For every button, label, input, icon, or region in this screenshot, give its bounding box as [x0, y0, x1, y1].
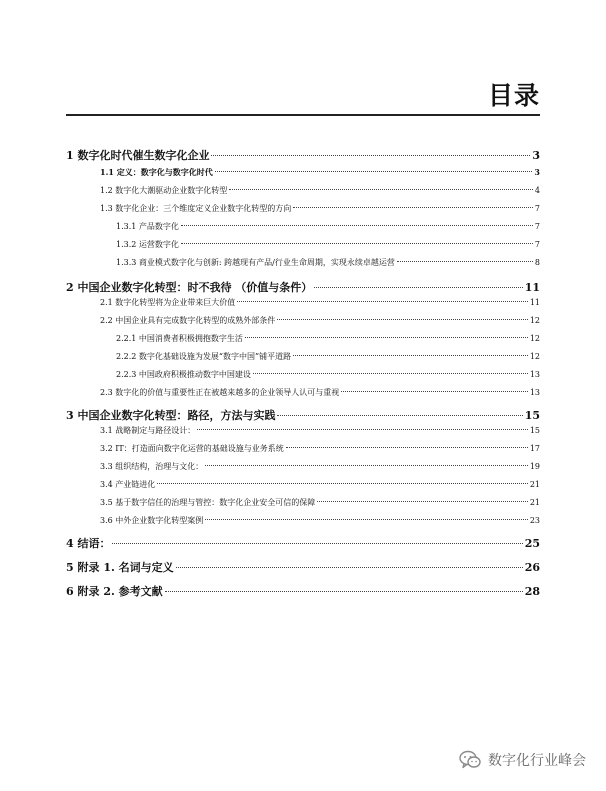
toc-entry[interactable] [66, 369, 540, 380]
toc-entry-label: 2.1 数字化转型将为企业带来巨大价值 [100, 298, 236, 307]
toc-entry[interactable] [66, 461, 540, 472]
toc-entry-page: 28 [524, 585, 540, 598]
toc-leader-dots [197, 429, 528, 430]
toc-entry-page: 3 [534, 167, 540, 177]
toc-leader-dots [293, 207, 533, 208]
toc-entry-page: 17 [529, 444, 540, 453]
toc-leader-dots [181, 225, 533, 226]
toc-entry-label: 3 中国企业数字化转型：路径，方法与实践 [66, 409, 276, 422]
toc-entry-page: 3 [532, 149, 540, 162]
toc-entry-label: 1.3.2 运营数字化 [116, 240, 179, 249]
toc-entry-label: 3.3 组织结构，治理与文化： [100, 462, 204, 471]
toc-entry[interactable] [66, 203, 540, 214]
toc-entry-page: 7 [534, 240, 540, 249]
toc-entry[interactable] [66, 147, 540, 163]
toc-entry-page: 11 [529, 298, 540, 307]
toc-leader-dots [205, 519, 528, 520]
toc-entry-page: 11 [524, 281, 540, 294]
toc-entry[interactable] [66, 387, 540, 398]
toc-leader-dots [215, 171, 533, 172]
toc-leader-dots [286, 447, 528, 448]
toc-leader-dots [341, 391, 528, 392]
toc-entry-page: 21 [529, 480, 540, 489]
toc-leader-dots [165, 591, 523, 592]
toc-entry[interactable] [66, 515, 540, 526]
toc-entry-page: 12 [529, 316, 540, 325]
toc-entry-label: 3.1 战略制定与路径设计： [100, 426, 196, 435]
toc-entry[interactable] [66, 535, 540, 551]
toc-leader-dots [176, 567, 523, 568]
toc-leader-dots [293, 355, 528, 356]
toc-leader-dots [397, 261, 533, 262]
toc-entry-label: 2 中国企业数字化转型：时不我待 （价值与条件） [66, 281, 313, 294]
toc-entry-page: 7 [534, 204, 540, 213]
toc-entry[interactable] [66, 425, 540, 436]
toc-entry-label: 5 附录 1. 名词与定义 [66, 561, 174, 574]
wechat-icon [458, 749, 482, 771]
toc-entry-page: 26 [524, 561, 540, 574]
toc-entry[interactable] [66, 315, 540, 326]
toc-entry[interactable] [66, 333, 540, 344]
title-rule [66, 114, 540, 116]
toc-entry-label: 3.5 基于数字信任的治理与管控：数字化企业安全可信的保障 [100, 498, 316, 507]
toc-entry-label: 2.3 数字化的价值与重要性正在被越来越多的企业领导人认可与重视 [100, 388, 340, 397]
toc-entry[interactable] [66, 559, 540, 575]
toc-entry-page: 12 [529, 352, 540, 361]
toc-entry-page: 8 [534, 258, 540, 267]
toc-leader-dots [157, 483, 528, 484]
toc-leader-dots [237, 301, 528, 302]
toc-entry[interactable] [66, 279, 540, 295]
toc-entry-label: 2.2.3 中国政府积极推动数字中国建设 [116, 370, 251, 379]
toc-entry-page: 13 [529, 370, 540, 379]
watermark [458, 749, 586, 771]
toc-entry-label: 1.2 数字化大潮驱动企业数字化转型 [100, 186, 228, 195]
toc-entry-page: 25 [524, 537, 540, 550]
toc-entry[interactable] [66, 479, 540, 490]
toc-entry[interactable] [66, 443, 540, 454]
toc-leader-dots [277, 415, 522, 416]
toc-entry-label: 1.3.3 商业模式数字化与创新: 跨越现有产品/行业生命周期，实现永续卓越运营 [116, 258, 395, 267]
watermark-text: 数字化行业峰会 [488, 753, 586, 769]
toc-entry-page: 19 [529, 462, 540, 471]
toc-leader-dots [205, 465, 528, 466]
toc-leader-dots [229, 189, 533, 190]
toc-entry[interactable] [66, 221, 540, 232]
toc-entry-label: 2.2 中国企业具有完成数字化转型的成熟外部条件 [100, 316, 276, 325]
toc-entry[interactable] [66, 239, 540, 250]
toc-entry[interactable] [66, 185, 540, 196]
toc-entry[interactable] [66, 583, 540, 599]
toc-leader-dots [112, 543, 522, 544]
toc-entry-page: 4 [534, 186, 540, 195]
toc-leader-dots [245, 337, 528, 338]
toc-entry-page: 15 [524, 409, 540, 422]
toc-entry-label: 3.4 产业链进化 [100, 480, 156, 489]
toc-entry-page: 13 [529, 388, 540, 397]
toc-entry-label: 1 数字化时代催生数字化企业 [66, 149, 210, 162]
toc-leader-dots [314, 287, 522, 288]
toc-entry-label: 1.3 数字化企业：三个维度定义企业数字化转型的方向 [100, 204, 292, 213]
toc-leader-dots [317, 501, 528, 502]
toc-entry-label: 2.2.1 中国消费者积极拥抱数字生活 [116, 334, 243, 343]
toc-entry-label: 1.3.1 产品数字化 [116, 222, 179, 231]
page-title: 目录 [487, 81, 540, 110]
toc-entry-page: 7 [534, 222, 540, 231]
toc-entry-label: 3.2 IT：打造面向数字化运营的基础设施与业务系统 [100, 444, 284, 453]
toc-entry-label: 6 附录 2. 参考文献 [66, 585, 163, 598]
toc-leader-dots [277, 319, 528, 320]
toc-entry-page: 12 [529, 334, 540, 343]
toc-entry[interactable] [66, 351, 540, 362]
toc-entry-page: 15 [529, 426, 540, 435]
toc-leader-dots [253, 373, 528, 374]
toc-leader-dots [181, 243, 533, 244]
toc-entry[interactable] [66, 257, 540, 268]
toc-leader-dots [211, 155, 530, 156]
toc-entry-label: 2.2.2 数字化基础设施为发展“数字中国”铺平道路 [116, 352, 292, 361]
toc-entry[interactable] [66, 407, 540, 423]
toc-entry[interactable] [66, 297, 540, 308]
toc-entry[interactable] [66, 497, 540, 508]
toc-entry-page: 23 [529, 516, 540, 525]
toc-entry[interactable] [66, 167, 540, 178]
toc-entry-page: 21 [529, 498, 540, 507]
toc-entry-label: 4 结语： [66, 537, 111, 550]
toc-entry-label: 3.6 中外企业数字化转型案例 [100, 516, 204, 525]
toc-entry-label: 1.1 定义：数字化与数字化时代 [100, 167, 213, 177]
